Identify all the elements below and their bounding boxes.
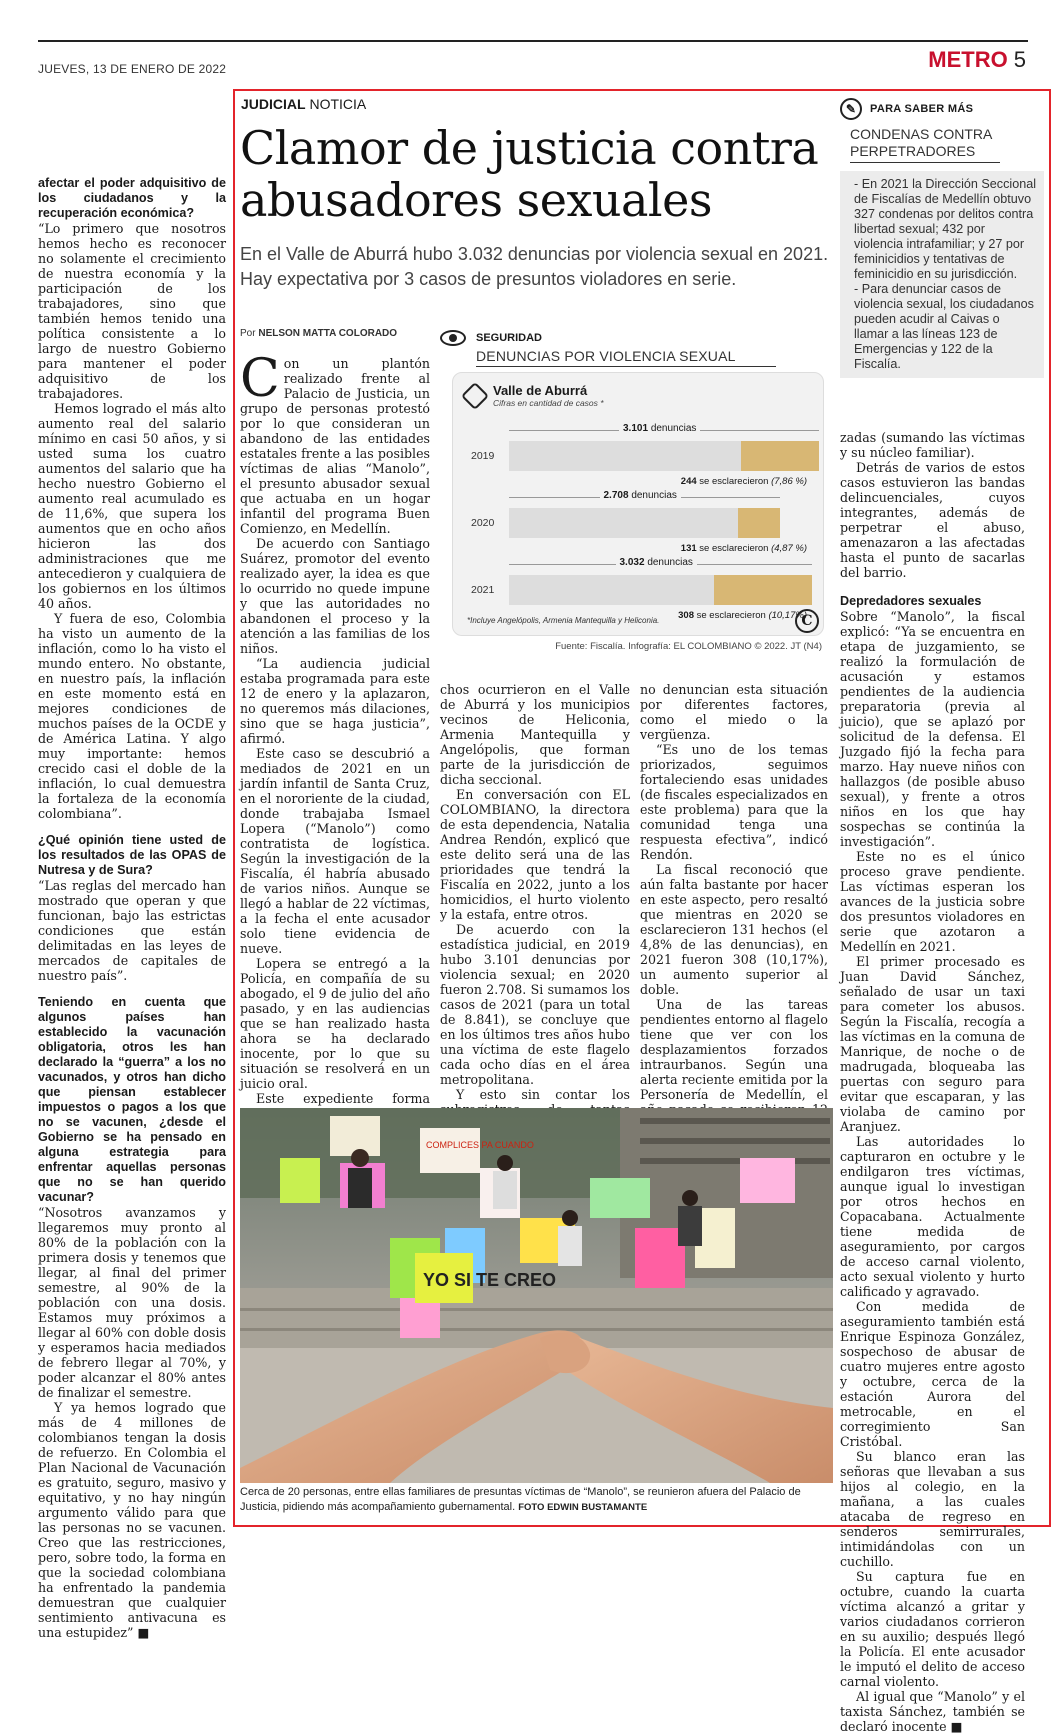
bar-solved-label xyxy=(681,543,807,554)
deck: En el Valle de Aburrá hubo 3.032 denuncias por violencia sexual en 2021. Hay expectativa por 3 casos de presuntos violadores en serie. xyxy=(240,244,829,289)
interview-answer-paragraph: “Lo primero que nosotros hemos hecho es reconocer no solamente el crecimiento de nuestra economía y la participación de los trabajadores, sino que también hemos tenido una política consistente a lo largo de nuestro Gobierno para mantener el poder adquisitivo de los trabajadores. xyxy=(38,221,226,401)
sidebar-box xyxy=(840,98,1044,378)
sidebar-tag: PARA SABER MÁS xyxy=(870,103,974,115)
body-paragraph: El primer procesado es Juan David Sánchez, señalado de usar un taxi para cometer los abusos. Según la Fiscalía, recogía a las víctimas en la comuna de Manrique, de noche o de madrugada, bloqueaba las puertas con seguro para evitar que escaparan, y las violaba de camino por Aranjuez. xyxy=(840,954,1025,1134)
headline: Clamor de justicia contra abusadores sexuales xyxy=(240,121,819,227)
bar-total-label xyxy=(619,423,700,434)
el-colombiano-logo: C xyxy=(795,609,819,633)
infographic-tag: SEGURIDAD xyxy=(476,332,543,344)
solved-percent: (10,17%) xyxy=(768,610,807,621)
kicker-section: JUDICIAL xyxy=(241,96,306,112)
body-paragraph: Su blanco eran las señoras que llevaban a sus hijos al colegio, en la mañana, a las cuales atacaba de regreso en senderos semirrurales, intimidándolas con un cuchillo. xyxy=(840,1449,1025,1569)
total-suffix: denuncias xyxy=(631,490,677,501)
total-value: 3.101 xyxy=(623,423,649,434)
interview-question: Teniendo en cuenta que algunos países han establecido la vacunación obligatoria, otros les han declarado la “guerra” a los no vacunados, y otros han dicho que piensan establecer impuestos o pagos a los que no se vacunen, ¿desde el Gobierno se ha pensado en alguna estrategia para enfrentar aquellas personas que no se han querido vacunar? xyxy=(38,995,226,1204)
protest-sign-text: YO SI TE CREO xyxy=(423,1270,557,1290)
solved-value: 308 xyxy=(678,610,694,621)
body-paragraph: Las autoridades lo capturaron en octubre y le endilgaron tres víctimas, aunque igual lo investigan por otros hechos en Copacabana. Actualmente tiene medida de aseguramiento, por cargos de acceso carnal violento, acto sexual violento y hurto calificado y agravado. xyxy=(840,1134,1025,1299)
total-suffix: denuncias xyxy=(650,423,697,434)
body-paragraph: Este no es el único proceso grave pendiente. Las víctimas esperan los avances de la justicia sobre dos presuntos violadores en serie que azotaron a Medellín en 2021. xyxy=(840,849,1025,954)
solved-value: 131 xyxy=(680,543,697,554)
body-paragraph: Una de las tareas pendientes entorno al flagelo tiene que ver con los desplazamientos forzados intraurbanos. Según una alerta reciente emitida por la Personería de Medellín, el xyxy=(640,997,828,1102)
drop-cap: C xyxy=(240,349,280,409)
issue-date: JUEVES, 13 DE ENERO DE 2022 xyxy=(38,62,227,76)
sidebar-header xyxy=(840,98,1044,120)
body-paragraph xyxy=(240,349,430,536)
region-name: Valle de Aburrá xyxy=(493,383,588,398)
infographic-header xyxy=(440,330,828,346)
body-paragraph: Sobre “Manolo”, la fiscal explicó: “Ya se encuentra en etapa de juzgamiento, se realizó la formulación de acusación y estamos pendientes de la audiencia preparatoria (previa al juicio), que se aplazó por solicitud de la defensa. El Juzgado fijó la fecha para marzo. Hay nueve niños con hallazgos (de posible abuso sexual), y frente a otros niños en los que hay sospechas se continúa la investigación”. xyxy=(840,609,1025,849)
solved-suffix: se esclarecieron xyxy=(699,543,769,554)
solved-suffix: se esclarecieron xyxy=(696,610,766,621)
chart-panel xyxy=(452,372,824,636)
subheading: Depredadores sexuales xyxy=(840,594,982,608)
total-suffix: denuncias xyxy=(647,557,693,568)
body-paragraph: Detrás de varios de estos casos estuvieron las bandas delincuenciales, cuyos integrantes, además de perpetrar el abuso, amenazaron a las afectadas hasta el punto de sacarlas del barrio. xyxy=(840,460,1025,580)
body-paragraph: Y esto sin contar los xyxy=(456,1087,630,1102)
body-paragraph: Con medida de aseguramiento también está Enrique Espinoza González, sospechoso de abusar de cuatro mujeres entre agosto y octubre, cerca de la estación Aurora del metrocable, en el corregimiento San Cristóbal. xyxy=(840,1299,1025,1449)
protest-photo xyxy=(240,1108,833,1483)
body-text: on un plantón realizado frente al Palacio de Justicia, un grupo de personas protestó por lo que consideran un abandono de las entidades estatales frente a las posibles víctimas de alias “Manolo”, el presunto abusador sexual que actuaba en un hogar infantil del programa Buen Comienzo, en Medellín. xyxy=(240,356,430,536)
article-column-1 xyxy=(240,349,430,1196)
body-paragraph: Lopera se entregó a la Policía, en compañía de su abogado, el 9 de julio del año pasado, y en las audiencias que se han realizado hasta ahora se ha declarado inocente, por lo que su situación se resolverá en un juicio oral. xyxy=(240,956,430,1091)
body-paragraph: zadas (sumando las víctimas y su núcleo familiar). xyxy=(840,430,1025,460)
bar-solved xyxy=(714,575,812,605)
photo-credit: FOTO EDWIN BUSTAMANTE xyxy=(518,1502,648,1513)
section-name: METRO xyxy=(928,47,1008,72)
top-rule xyxy=(38,40,1028,42)
year-tick-label: 2021 xyxy=(471,584,495,596)
solved-percent: (4,87 %) xyxy=(771,543,807,554)
photo-caption xyxy=(240,1485,833,1515)
total-value: 2.708 xyxy=(603,490,629,501)
location-pin-icon xyxy=(461,382,489,410)
interview-answer-paragraph: Y ya hemos logrado que más de 4 millones de colombianos tengan la dosis de refuerzo. En Colombia el Plan Nacional de Vacunación es gratuito, seguro, masivo y equitativo, y no hay ningún argumento válido para que las personas no se vacunen. Creo que las restricciones, pero, sobre todo, la forma en que la sociedad colombiana ha enfrentado la pandemia demuestran que cualquier sentimiento antivacuna es una estupidez” ■ xyxy=(38,1400,226,1640)
body-paragraph: Este expediente forma xyxy=(256,1091,430,1106)
solved-percent: (7,86 %) xyxy=(771,476,807,487)
interview-answer-paragraph: Hemos logrado el más alto aumento real del salario mínimo en casi 50 años, y si usted suma los cuatro aumentos del salario que ha hecho nuestro Gobierno el aumento real acumulado es de 11,6%, que supera los aumentos que en ocho años hicieron las dos administraciones que me antecedieron y cualquiera de los gobiernos en los últimos 40 años. xyxy=(38,401,226,611)
caption-text: Cerca de 20 personas, entre ellas familiares de presuntas víctimas de “Manolo”, se reunieron afuera del Palacio de Justicia, pidiendo más acompañamiento gubernamental. xyxy=(240,1486,801,1513)
article-kicker xyxy=(241,96,366,112)
body-paragraph: Este caso se descubrió a mediados de 2021 en un jardín infantil de Santa Cruz, en el nororiente de la ciudad, donde trabajaba Ismael Lopera (“Manolo”) como contratista de logística. Según la investigación de la Fiscalía, él habría abusado de varios niños. Aunque se llegó a hablar de 22 víctimas, a la fecha el ente acusador solo tiene evidencia de nueve. xyxy=(240,746,430,956)
sidebar-title: CONDENAS CONTRA PERPETRADORES xyxy=(850,126,1000,163)
article-column-4 xyxy=(840,430,1025,1734)
sidebar-body xyxy=(840,171,1044,378)
body-paragraph: Su captura fue en octubre, cuando la cuarta víctima alcanzó a gritar y varios ciudadanos corrieron en su auxilio; después llegó la Policía. El ente acusador le imputó el delito de acceso carnal violento. xyxy=(840,1569,1025,1689)
year-tick-label: 2019 xyxy=(471,450,495,462)
body-paragraph: chos ocurrieron en el Valle de Aburrá y los municipios vecinos de Heliconia, Armenia Mantequilla y Angelópolis, que forman parte de la jurisdicción de dicha seccional. xyxy=(440,682,630,787)
body-paragraph: “Es uno de los temas priorizados, seguimos fortaleciendo esas unidades (de fiscales especializados en este problema) para que la comunidad tenga una respuesta efectiva”, indicó Rendón. xyxy=(640,742,828,862)
total-value: 3.032 xyxy=(619,557,645,568)
byline-prefix: Por xyxy=(240,328,256,339)
chart-source: Fuente: Fiscalía. Infografía: EL COLOMBIANO © 2022. JT (N4) xyxy=(555,641,822,652)
solved-suffix: se esclarecieron xyxy=(699,476,769,487)
body-paragraph: “La audiencia judicial estaba programada para este 12 de enero y la aplazaron, no queremos más dilaciones, sino que se haga justicia”, afirmó. xyxy=(240,656,430,746)
bar-solved-label xyxy=(681,476,807,487)
photo-illustration xyxy=(240,1108,833,1483)
infographic-title: DENUNCIAS POR VIOLENCIA SEXUAL xyxy=(476,348,776,367)
interview-question: afectar el poder adquisitivo de los ciudadanos y la recuperación económica? xyxy=(38,176,226,220)
article-column-3 xyxy=(640,682,828,1147)
bar-solved xyxy=(741,441,819,471)
sidebar-paragraph: - Para denunciar casos de violencia sexual, los ciudadanos pueden acudir al Caivas o llamar a las líneas 123 de Emergencias y 122 de la Fiscalía. xyxy=(854,282,1034,371)
solved-value: 244 xyxy=(680,476,697,487)
byline xyxy=(240,328,397,339)
region-label xyxy=(465,383,604,408)
protest-sign-text: COMPLICES PA CUANDO xyxy=(426,1140,534,1150)
body-paragraph: no denuncian esta situación por diferentes factores, como el miedo o la vergüenza. xyxy=(640,682,828,742)
bar-solved xyxy=(738,508,780,538)
year-tick-label: 2020 xyxy=(471,517,495,529)
article-column-2 xyxy=(440,682,630,1132)
body-paragraph: Al igual que “Manolo” y el taxista Sánchez, también se declaró inocente ■ xyxy=(840,1689,1025,1734)
kicker-type: NOTICIA xyxy=(309,96,367,112)
chart-footnote: *Incluye Angelópolis, Armenia Mantequilla y Heliconia. xyxy=(467,616,660,625)
section-label xyxy=(928,47,1026,73)
sidebar-paragraph: - En 2021 la Dirección Seccional de Fiscalías de Medellín obtuvo 327 condenas por delitos contra libertad sexual; 432 por violencia intrafamiliar; y 27 por feminicidios y tentativas de feminicidio en su jurisdicción. xyxy=(854,177,1037,281)
bar-total-label xyxy=(616,557,697,568)
interview-answer-paragraph: “Las reglas del mercado han mostrado que operan y que funcionan, bajo las estrictas condiciones que están delimitadas en las leyes de mercados de capitales de nuestro país”. xyxy=(38,878,226,983)
interview-answer-paragraph: “Nosotros avanzamos y llegaremos muy pronto al 80% de la población con la primera dosis y tenemos que llegar, al final del primer semestre, al 90% de la población con una dosis. Estamos muy próximos a llegar al 60% con doble dosis y esperamos hacia mediados de febrero llegar al 70%, y poder alcanzar el 80% antes de finalizar el semestre. xyxy=(38,1205,226,1400)
eye-icon xyxy=(440,330,466,346)
infographic xyxy=(440,330,828,660)
bar-solved-label xyxy=(678,610,807,621)
pencil-icon: ✎ xyxy=(840,98,862,120)
body-paragraph: De acuerdo con la estadística judicial, en 2019 hubo 3.101 denuncias por violencia sexual; en 2020 fueron 2.708. Si sumamos los casos de 2021 (para un total de 8.841), se concluye que en los últimos tres años hubo una víctima de este flagelo cada ocho días en el área metropolitana. xyxy=(440,922,630,1087)
body-paragraph: De acuerdo con Santiago Suárez, promotor del evento realizado ayer, la idea es que lo ocurrido no quede impune y que las autoridades no abandonen el proceso y la atención a las familias de los niños. xyxy=(240,536,430,656)
left-column-interview xyxy=(38,176,226,1640)
body-paragraph: En conversación con EL COLOMBIANO, la directora de esta dependencia, Natalia Andrea Rendón, explicó que este delito será una de las prioridades que tendrá la Fiscalía en 2022, junto a los homicidios, el hurto violento y la estafa, entre otros. xyxy=(440,787,630,922)
region-note: Cifras en cantidad de casos * xyxy=(493,398,604,408)
byline-author: NELSON MATTA COLORADO xyxy=(258,328,398,339)
page-number: 5 xyxy=(1013,47,1026,72)
interview-answer-paragraph: Y fuera de eso, Colombia ha visto un aumento de la inflación, como lo ha visto el mundo entero. No obstante, en nuestro país, la inflación en este momento está en mejores condiciones de muchos países de la OCDE y de América Latina. Y algo muy importante: hemos crecido casi el doble de la inflación, lo cual demuestra la fortaleza de la economía colombiana”. xyxy=(38,611,226,821)
interview-question: ¿Qué opinión tiene usted de los resultados de las OPAS de Nutresa y de Sura? xyxy=(38,833,226,877)
body-paragraph: La fiscal reconoció que aún falta bastante por hacer en este aspecto, pero resaltó que mientras en 2020 se esclarecieron 131 hechos (el 4,8% de las denuncias), en 2021 fueron 308 (10,17%), un aumento superior al doble. xyxy=(640,862,828,997)
bar-total-label xyxy=(600,490,681,501)
